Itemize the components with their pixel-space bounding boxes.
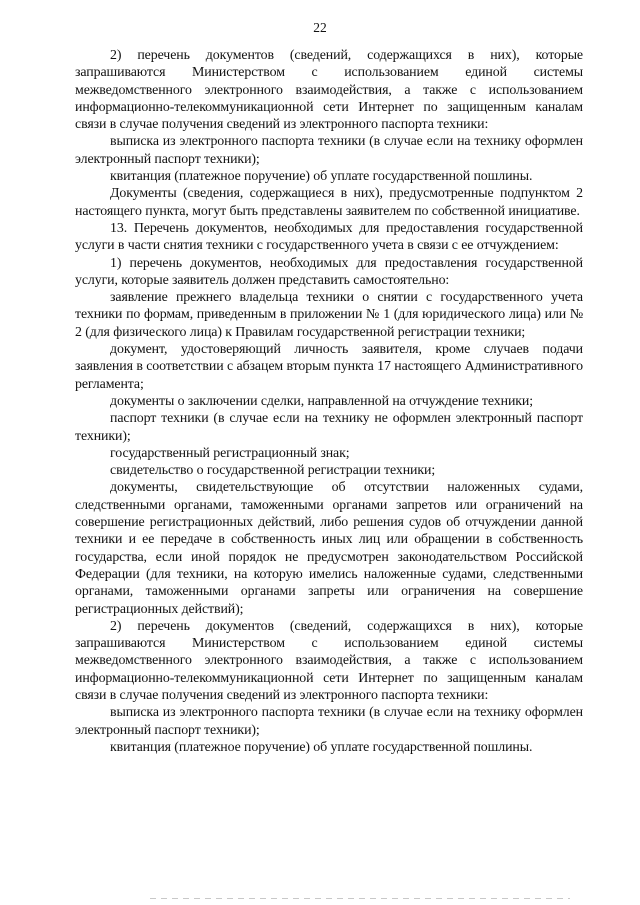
paragraph-16: квитанция (платежное поручение) об уплате государственной пошлины. bbox=[110, 739, 533, 755]
paragraph-3: квитанция (платежное поручение) об уплате государственной пошлины. bbox=[110, 169, 533, 185]
paragraph-10: паспорт техники (в случае если на технику не оформлен электронный паспорт техники); bbox=[75, 411, 583, 444]
paragraph-5: 13. Перечень документов, необходимых для предоставления государственной услуги в части снятия техники с государственного учета в связи с ее отчуждением: bbox=[75, 220, 583, 254]
document-body bbox=[75, 47, 583, 756]
paragraph-9: документы о заключении сделки, направленной на отчуждение техники; bbox=[110, 393, 534, 409]
paragraph-8: документ, удостоверяющий личность заявителя, кроме случаев подачи заявления в соответствии с абзацем вторым пункта 17 настоящего Административного регламента; bbox=[75, 342, 583, 392]
paragraph-7: заявление прежнего владельца техники о снятии с государственного учета техники по формам, приведенным в приложении № 1 (для юридического лица) или № 2 (для физического лица) к Правилам государственной регистрации техники; bbox=[75, 290, 583, 340]
paragraph-14: 2) перечень документов (сведений, содержащихся в них), которые запрашиваются Министерством с использованием единой системы межведомственного электронного взаимодействия, а также с использованием информационно-телекоммуникационной сети Интернет по защищенным каналам связи в случае получения сведений из электронного паспорта техники: bbox=[75, 618, 583, 703]
paragraph-4: Документы (сведения, содержащиеся в них), предусмотренные подпунктом 2 настоящего пункта, могут быть представлены заявителем по собственной инициативе. bbox=[75, 186, 583, 219]
page-number: 22 bbox=[313, 20, 327, 35]
paragraph-11: государственный регистрационный знак; bbox=[110, 445, 350, 461]
paragraph-13: документы, свидетельствующие об отсутствии наложенных судами, следственными органами, таможенными органами запретов или ограничений на совершение регистрационных действий, либо решения судов об отчуждении данной техники и ее передаче в собственность иных лиц или обращении в собственность государства, если иной порядок не предусмотрен законодательством Российской Федерации (для техники, на которую имелись наложенные судами, следственными органами, таможенными органами запреты или ограничения на совершение регистрационных действий); bbox=[75, 480, 583, 617]
paragraph-12: свидетельство о государственной регистрации техники; bbox=[110, 463, 436, 479]
paragraph-2: выписка из электронного паспорта техники (в случае если на технику оформлен электронный паспорт техники); bbox=[75, 134, 583, 167]
paragraph-6: 1) перечень документов, необходимых для предоставления государственной услуги, которые заявитель должен представить самостоятельно: bbox=[75, 255, 583, 288]
paragraph-15: выписка из электронного паспорта техники (в случае если на технику оформлен электронный паспорт техники); bbox=[75, 705, 583, 738]
paragraph-1: 2) перечень документов (сведений, содержащихся в них), которые запрашиваются Министерством с использованием единой системы межведомственного электронного взаимодействия, а также с использованием информационно-телекоммуникационной сети Интернет по защищенным каналам связи в случае получения сведений из электронного паспорта техники: bbox=[75, 48, 583, 133]
scan-edge-line bbox=[150, 898, 570, 899]
